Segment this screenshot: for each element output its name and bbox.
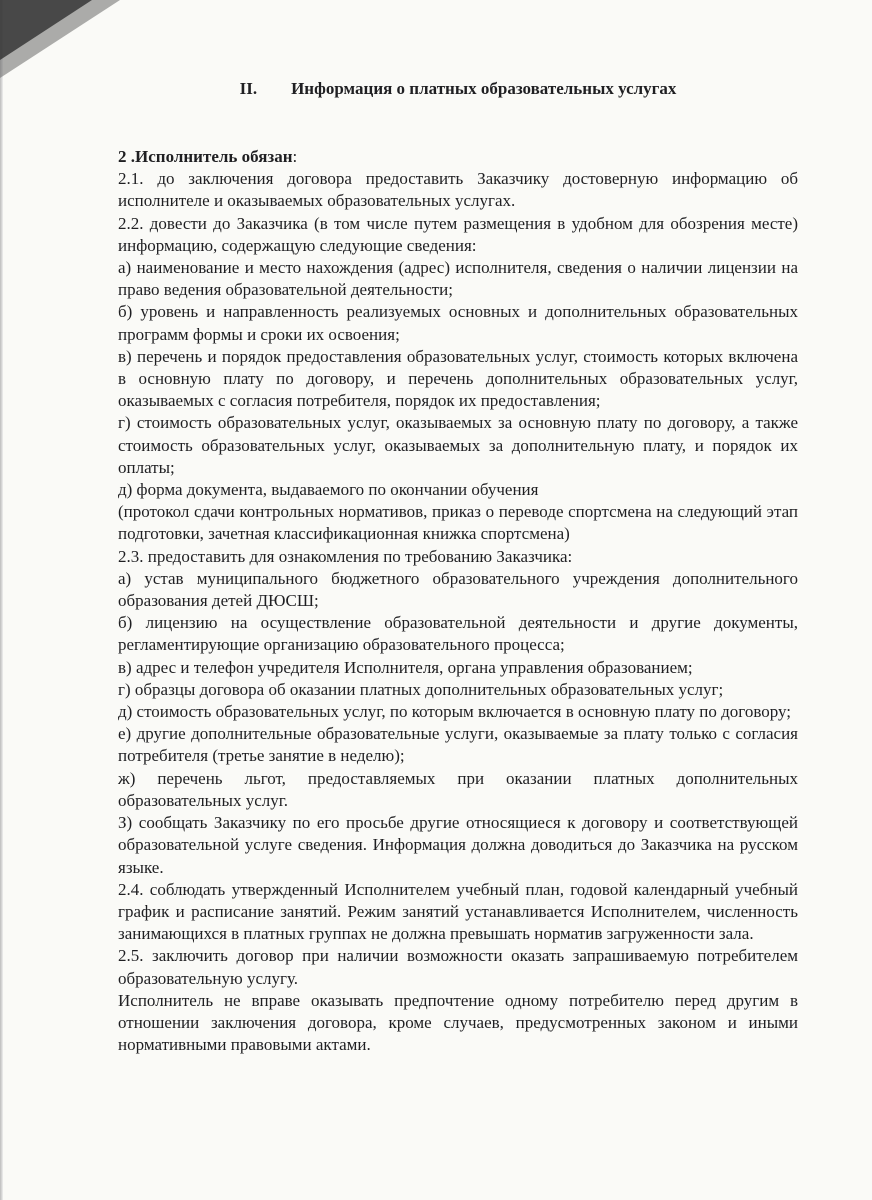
paragraph-2-1: 2.1. до заключения договора предоставить Заказчику достоверную информацию об исполнителе и оказываемых образовательных услугах. <box>118 169 798 211</box>
paragraph-2-3-d: д) стоимость образовательных услуг, по которым включается в основную плату по договору; <box>118 702 792 722</box>
document-body <box>118 66 798 1056</box>
section-title-text: Информация о платных образовательных услугах <box>291 79 677 98</box>
folded-corner-dark <box>0 0 92 60</box>
paragraph-2-3-z: З) сообщать Заказчику по его просьбе другие относящиеся к договору и соответствующей образовательной услуге сведения. Информация должна доводиться до Заказчика на русском языке. <box>118 813 798 877</box>
paragraph-2-2-d-note: (протокол сдачи контрольных нормативов, приказ о переводе спортсмена на следующий этап подготовки, зачетная классификационная книжка спортсмена) <box>118 502 798 544</box>
paragraph-2-3-v: в) адрес и телефон учредителя Исполнителя, органа управления образованием; <box>118 657 693 677</box>
paragraph-2-2-a: а) наименование и место нахождения (адрес) исполнителя, сведения о наличии лицензии на право ведения образовательной деятельности; <box>118 258 798 300</box>
obligations-heading-text: 2 .Исполнитель обязан <box>118 147 293 166</box>
paragraph-2-5: 2.5. заключить договор при наличии возможности оказать запрашиваемую потребителем образовательную услугу. <box>118 946 798 988</box>
obligations-heading <box>118 146 798 168</box>
paragraph-2-3: 2.3. предоставить для ознакомления по требованию Заказчика: <box>118 546 573 566</box>
paragraph-2-3-e: е) другие дополнительные образовательные услуги, оказываемые за плату только с согласия потребителя (третье занятие в неделю); <box>118 724 798 766</box>
paragraph-2-2-g: г) стоимость образовательных услуг, оказываемых за основную плату по договору, а также стоимость образовательных услуг, оказываемых за дополнительную плату, и порядок их оплаты; <box>118 413 798 477</box>
paragraph-2-2: 2.2. довести до Заказчика (в том числе путем размещения в удобном для обозрения месте) информацию, содержащую следующие сведения: <box>118 213 798 255</box>
paragraph-2-5-note: Исполнитель не вправе оказывать предпочтение одному потребителю перед другим в отношении заключения договора, кроме случаев, предусмотренных законом и иными нормативными правовыми актами. <box>118 990 798 1055</box>
section-number: II. <box>239 79 258 98</box>
paragraph-2-3-zh: ж) перечень льгот, предоставляемых при оказании платных дополнительных образовательных услуг. <box>118 768 798 810</box>
section-title <box>118 78 798 100</box>
paragraph-2-2-d: д) форма документа, выдаваемого по окончании обучения <box>118 480 539 500</box>
paragraph-2-3-a: а) устав муниципального бюджетного образовательного учреждения дополнительного образования детей ДЮСШ; <box>118 568 798 611</box>
paragraph-2-3-b: б) лицензию на осуществление образовательной деятельности и другие документы, регламентирующие организацию образовательного процесса; <box>118 613 798 655</box>
paragraph-2-4: 2.4. соблюдать утвержденный Исполнителем учебный план, годовой календарный учебный график и расписание занятий. Режим занятий устанавливается Исполнителем, численность занимающихся в платных группах не должна превышать норматив загруженности зала. <box>118 879 798 944</box>
page-fold-shadow <box>0 0 3 1200</box>
paragraph-2-2-b: б) уровень и направленность реализуемых основных и дополнительных образовательных программ формы и сроки их освоения; <box>118 302 798 344</box>
paragraph-2-3-g: г) образцы договора об оказании платных дополнительных образовательных услуг; <box>118 679 724 699</box>
paragraph-2-2-v: в) перечень и порядок предоставления образовательных услуг, стоимость которых включена в основную плату по договору, и перечень дополнительных образовательных услуг, оказываемых с согласия потребителя, порядок их предоставления; <box>118 346 798 411</box>
heading-colon: : <box>292 147 298 166</box>
